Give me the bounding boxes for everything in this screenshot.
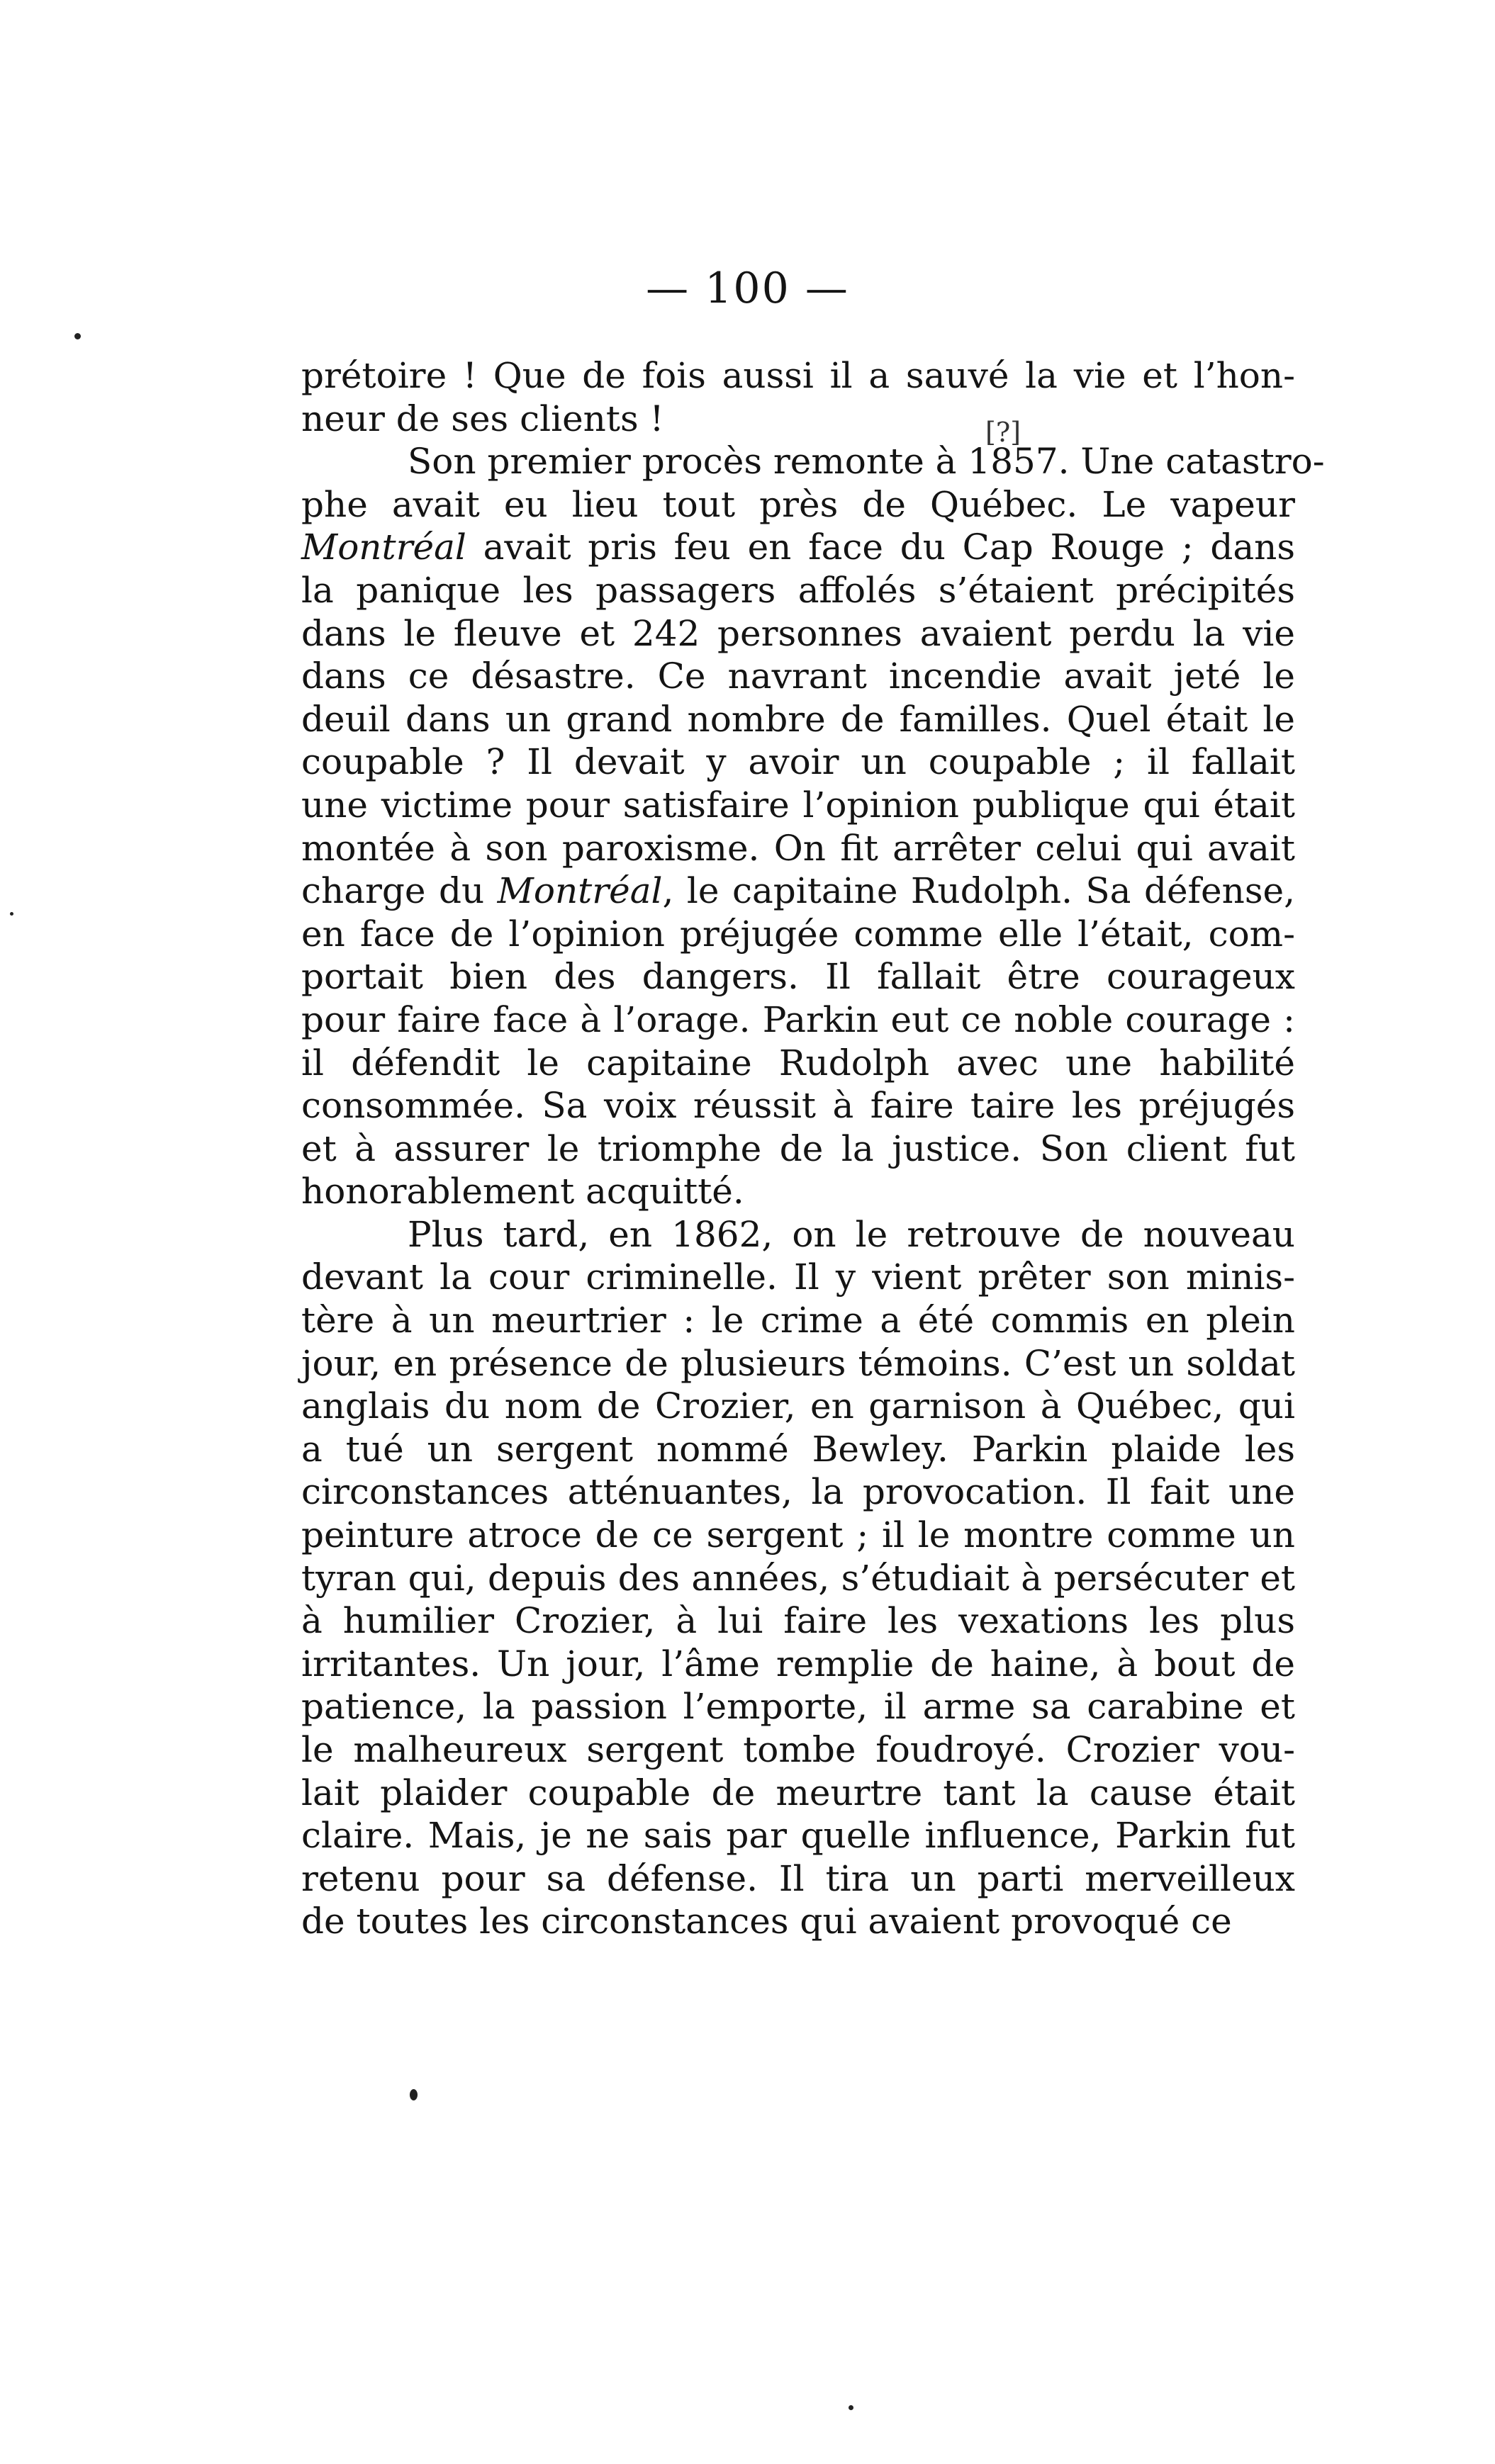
text-line: claire. Mais, je ne sais par quelle influence, Parkin fut [301, 1815, 1295, 1857]
text-line: tyran qui, depuis des années, s’étudiait à persécuter et [301, 1557, 1295, 1599]
text-line: coupable ? Il devait y avoir un coupable ; il fallait [301, 741, 1295, 783]
stray-mark: [?] [985, 417, 1021, 448]
speck [10, 912, 13, 916]
text-line: de toutes les circonstances qui avaient provoqué ce [301, 1901, 1232, 1942]
text-line: retenu pour sa défense. Il tira un parti merveilleux [301, 1857, 1295, 1899]
text-line: lait plaider coupable de meurtre tant la cause était [301, 1772, 1295, 1813]
text-line: dans le fleuve et 242 personnes avaient perdu la vie [301, 612, 1295, 654]
text-line: Montréal avait pris feu en face du Cap Rouge ; dans [301, 527, 1295, 568]
text-line: montée à son paroxisme. On fit arrêter celui qui avait [301, 827, 1295, 869]
text-line: phe avait eu lieu tout près de Québec. Le vapeur [301, 483, 1295, 525]
text-line: en face de l’opinion préjugée comme elle l’était, com- [301, 913, 1295, 955]
text-line: charge du Montréal, le capitaine Rudolph. Sa défense, [301, 870, 1295, 912]
speck [849, 2405, 853, 2410]
text-line: une victime pour satisfaire l’opinion publique qui était [301, 784, 1295, 826]
page-number: — 100 — [646, 264, 849, 313]
speck [410, 2089, 418, 2100]
text-line: circonstances atténuantes, la provocation. Il fait une [301, 1471, 1295, 1513]
text-line: devant la cour criminelle. Il y vient prêter son minis- [301, 1256, 1295, 1298]
text-line: pour faire face à l’orage. Parkin eut ce noble courage : [301, 998, 1295, 1040]
text-line: neur de ses clients ! [301, 398, 664, 439]
paragraph [301, 440, 1325, 1213]
text-block [301, 354, 1325, 1943]
speck [74, 333, 81, 339]
text-line: la panique les passagers affolés s’étaient précipités [301, 569, 1295, 611]
paragraph [301, 1213, 1295, 1943]
text-line: irritantes. Un jour, l’âme remplie de haine, à bout de [301, 1643, 1295, 1684]
text-line: patience, la passion l’emporte, il arme sa carabine et [301, 1686, 1295, 1728]
text-line: a tué un sergent nommé Bewley. Parkin plaide les [301, 1428, 1295, 1470]
text-line: anglais du nom de Crozier, en garnison à Québec, qui [301, 1385, 1295, 1427]
text-line: Plus tard, en 1862, on le retrouve de nouveau [408, 1213, 1295, 1255]
text-line: Son premier procès remonte à 1857. Une catastro- [408, 441, 1325, 483]
paragraph [301, 354, 1295, 440]
text-line: deuil dans un grand nombre de familles. Quel était le [301, 698, 1295, 740]
text-line: prétoire ! Que de fois aussi il a sauvé la vie et l’hon- [301, 355, 1295, 396]
text-line: tère à un meurtrier : le crime a été commis en plein [301, 1300, 1295, 1341]
text-line: à humilier Crozier, à lui faire les vexations les plus [301, 1600, 1295, 1642]
text-line: honorablement acquitté. [301, 1171, 744, 1213]
text-line: dans ce désastre. Ce navrant incendie avait jeté le [301, 656, 1295, 697]
text-line: il défendit le capitaine Rudolph avec une habilité [301, 1042, 1295, 1084]
text-line: le malheureux sergent tombe foudroyé. Crozier vou- [301, 1729, 1295, 1770]
text-line: et à assurer le triomphe de la justice. Son client fut [301, 1127, 1295, 1169]
text-line: portait bien des dangers. Il fallait être courageux [301, 956, 1295, 998]
text-line: peinture atroce de ce sergent ; il le montre comme un [301, 1514, 1295, 1556]
text-line: jour, en présence de plusieurs témoins. C’est un soldat [301, 1342, 1295, 1384]
text-line: consommée. Sa voix réussit à faire taire les préjugés [301, 1085, 1295, 1127]
